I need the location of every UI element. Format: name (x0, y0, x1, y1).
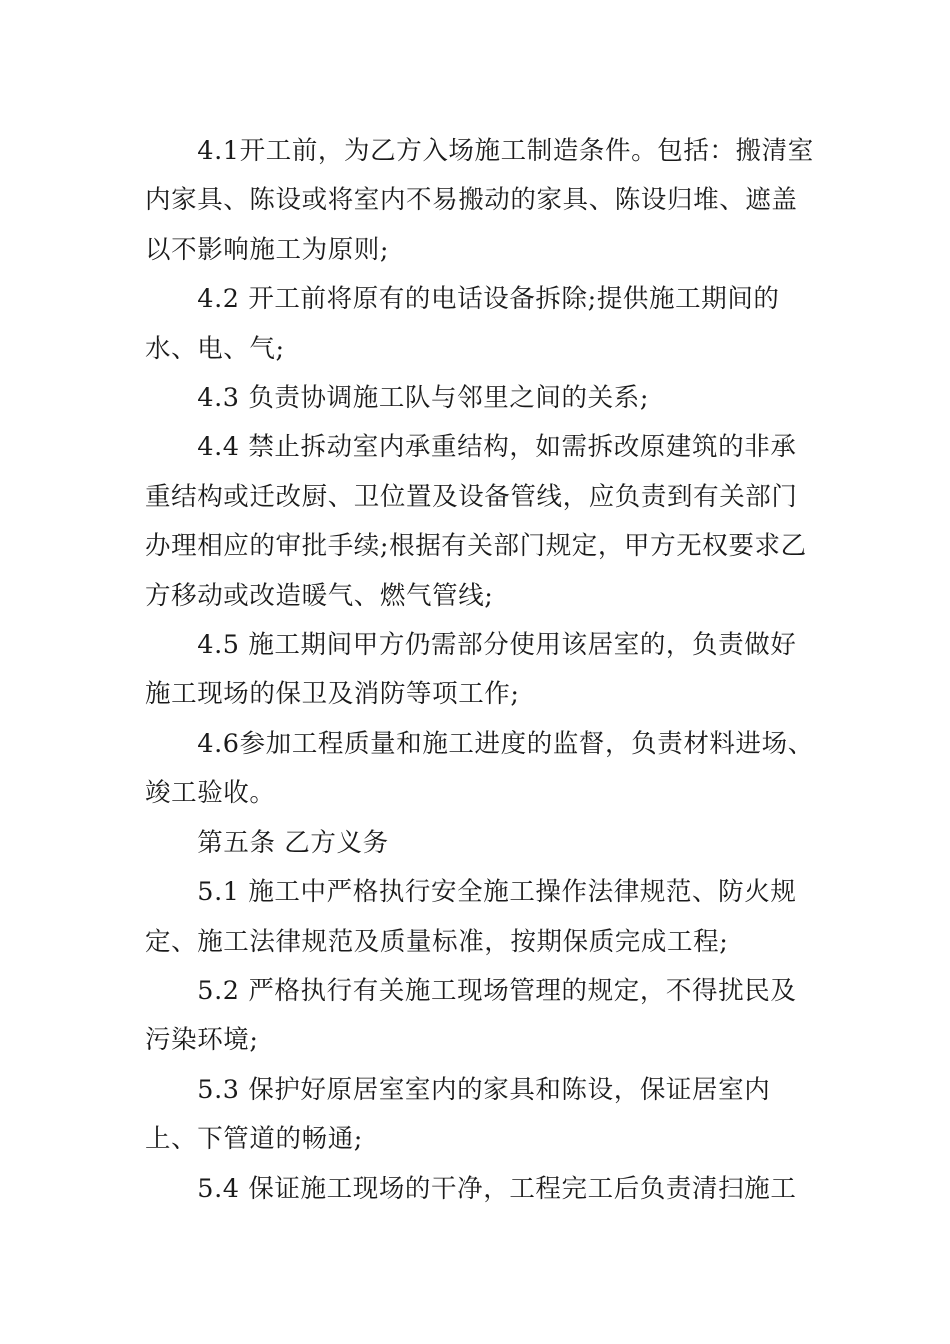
paragraph-5-2: 5.2 严格执行有关施工现场管理的规定，不得扰民及污染环境; (145, 975, 797, 1056)
paragraph-4-2: 4.2 开工前将原有的电话设备拆除;提供施工期间的水、电、气; (145, 284, 780, 364)
section-heading-article-5: 第五条 乙方义务 (197, 827, 389, 858)
paragraph-4-6: 4.6参加工程质量和施工进度的监督，负责材料进场、竣工验收。 (145, 728, 814, 809)
paragraph-4-4: 4.4 禁止拆动室内承重结构，如需拆改原建筑的非承重结构或迁改厨、卫位置及设备管线，应负责到有关部门办理相应的审批手续;根据有关部门规定，甲方无权要求乙方移动或改造暖气、燃气管线; (145, 432, 807, 611)
paragraph-4-5: 4.5 施工期间甲方仍需部分使用该居室的，负责做好施工现场的保卫及消防等项工作; (145, 630, 797, 710)
paragraph-5-1: 5.1 施工中严格执行安全施工操作法律规范、防火规定、施工法律规范及质量标准，按期保质完成工程; (145, 877, 797, 957)
paragraph-5-3: 5.3 保护好原居室室内的家具和陈设，保证居室内上、下管道的畅通; (145, 1074, 771, 1155)
paragraph-4-1: 4.1开工前，为乙方入场施工制造条件。包括：搬清室内家具、陈设或将室内不易搬动的家具、陈设归堆、遮盖以不影响施工为原则; (145, 136, 814, 265)
document-body (145, 127, 815, 1214)
paragraph-4-3: 4.3 负责协调施工队与邻里之间的关系; (197, 383, 650, 414)
paragraph-5-4: 5.4 保证施工现场的干净，工程完工后负责清扫施工 (197, 1173, 797, 1204)
